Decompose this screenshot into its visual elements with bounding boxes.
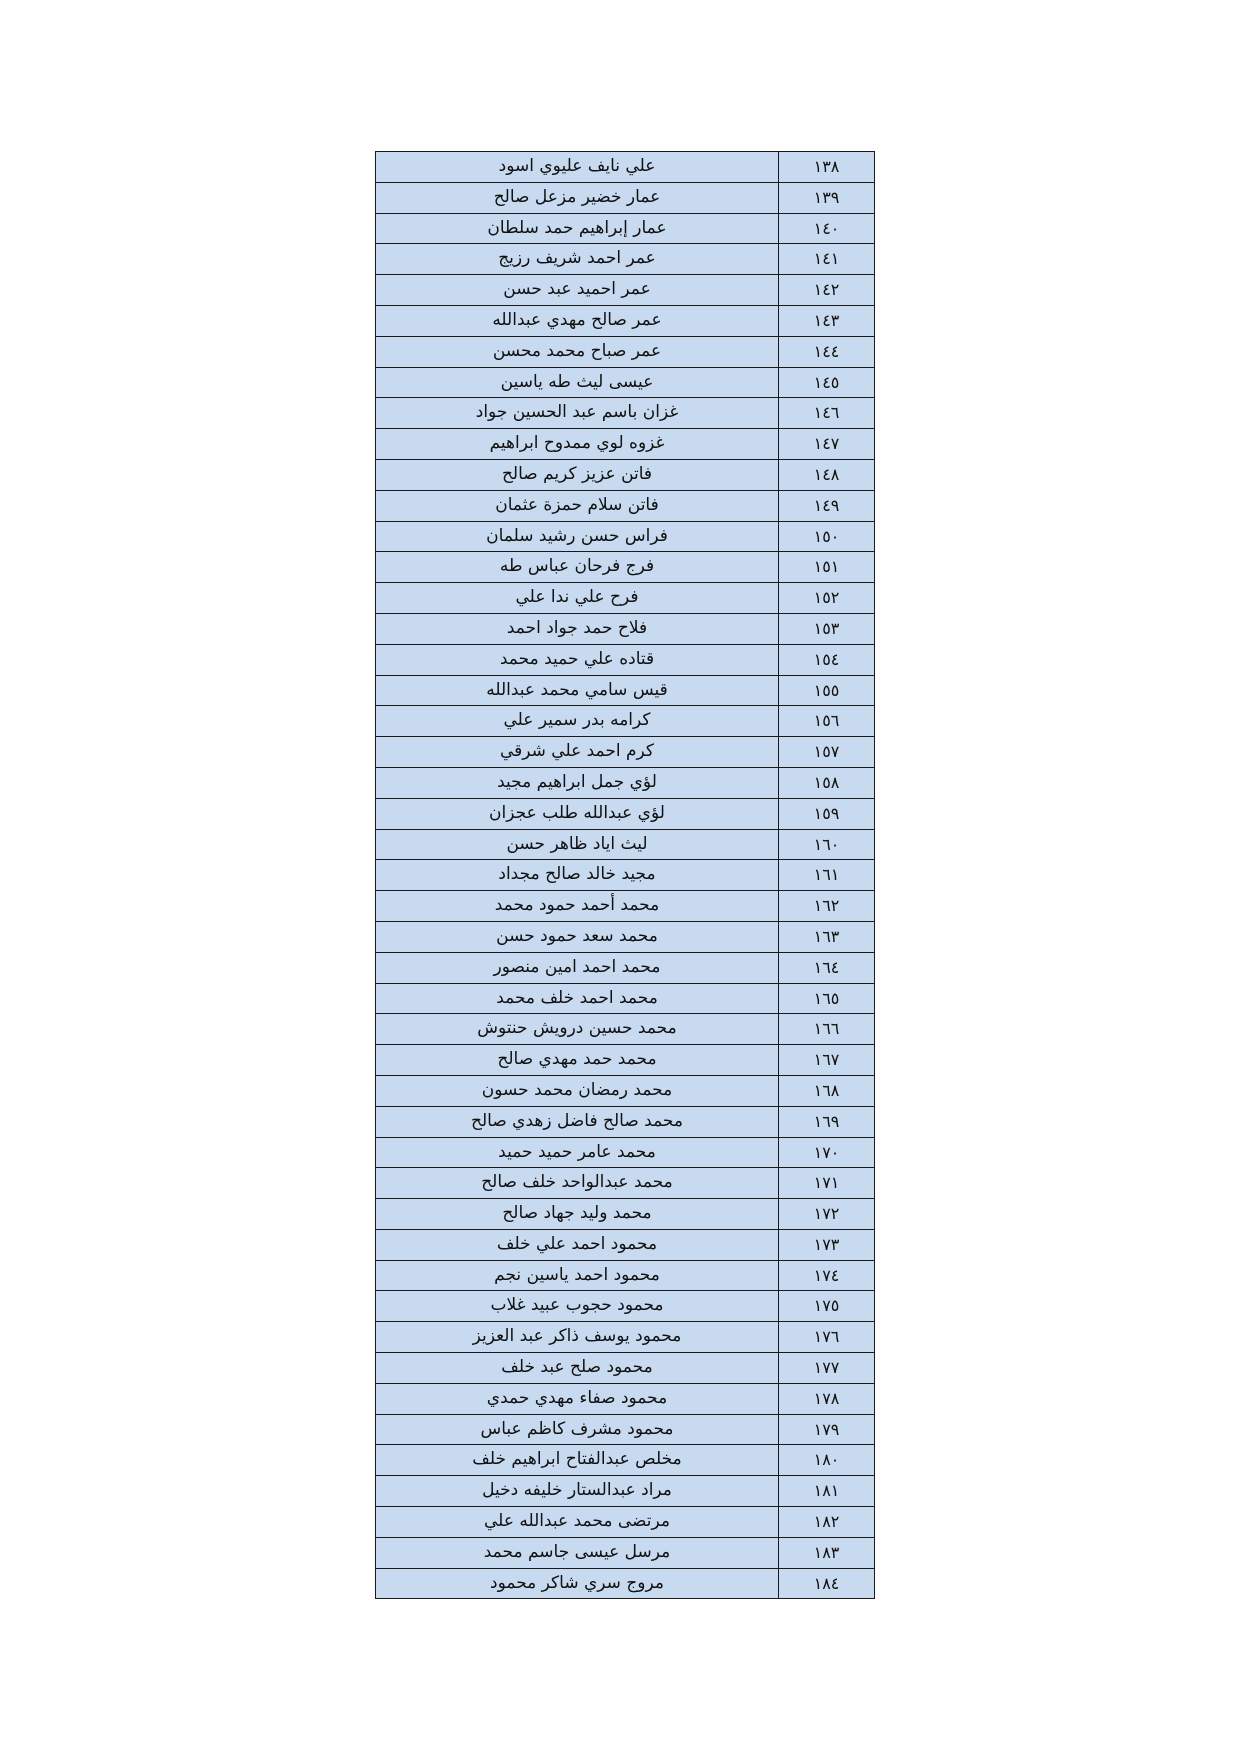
table-row — [376, 767, 875, 798]
name-cell: فراس حسن رشيد سلمان — [376, 521, 779, 552]
name-cell: محمد احمد خلف محمد — [376, 983, 779, 1014]
names-table-body — [376, 152, 875, 1599]
row-number-cell: ١٦٤ — [779, 952, 875, 983]
row-number-cell: ١٥٠ — [779, 521, 875, 552]
name-cell: محمود صفاء مهدي حمدي — [376, 1383, 779, 1414]
row-number-cell: ١٧٢ — [779, 1199, 875, 1230]
row-number-cell: ١٧٦ — [779, 1322, 875, 1353]
table-row — [376, 952, 875, 983]
table-row — [376, 1414, 875, 1445]
name-cell: مروج سري شاكر محمود — [376, 1568, 779, 1599]
table-row — [376, 182, 875, 213]
table-row — [376, 644, 875, 675]
table-row — [376, 367, 875, 398]
table-row — [376, 1229, 875, 1260]
name-cell: محمود حجوب عبيد غلاب — [376, 1291, 779, 1322]
row-number-cell: ١٦٧ — [779, 1045, 875, 1076]
row-number-cell: ١٥٦ — [779, 706, 875, 737]
table-row — [376, 1168, 875, 1199]
row-number-cell: ١٧٥ — [779, 1291, 875, 1322]
name-cell: كرم احمد علي شرقي — [376, 737, 779, 768]
table-row — [376, 675, 875, 706]
row-number-cell: ١٤٣ — [779, 305, 875, 336]
table-row — [376, 983, 875, 1014]
name-cell: محمود احمد علي خلف — [376, 1229, 779, 1260]
row-number-cell: ١٦٠ — [779, 829, 875, 860]
row-number-cell: ١٣٨ — [779, 152, 875, 183]
row-number-cell: ١٥٢ — [779, 583, 875, 614]
name-cell: علي نايف عليوي اسود — [376, 152, 779, 183]
table-row — [376, 552, 875, 583]
name-cell: فاتن عزيز كريم صالح — [376, 459, 779, 490]
table-row — [376, 336, 875, 367]
name-cell: محمود صلح عبد خلف — [376, 1353, 779, 1384]
row-number-cell: ١٤٥ — [779, 367, 875, 398]
table-row — [376, 860, 875, 891]
name-cell: مراد عبدالستار خليفه دخيل — [376, 1476, 779, 1507]
name-cell: عمر صالح مهدي عبدالله — [376, 305, 779, 336]
table-row — [376, 891, 875, 922]
name-cell: فرح علي ندا علي — [376, 583, 779, 614]
row-number-cell: ١٥١ — [779, 552, 875, 583]
table-row — [376, 1106, 875, 1137]
table-row — [376, 490, 875, 521]
row-number-cell: ١٥٥ — [779, 675, 875, 706]
row-number-cell: ١٦٢ — [779, 891, 875, 922]
name-cell: لؤي عبدالله طلب عجزان — [376, 798, 779, 829]
row-number-cell: ١٨٠ — [779, 1445, 875, 1476]
row-number-cell: ١٦٩ — [779, 1106, 875, 1137]
table-row — [376, 244, 875, 275]
name-cell: قيس سامي محمد عبدالله — [376, 675, 779, 706]
table-row — [376, 1476, 875, 1507]
row-number-cell: ١٦٦ — [779, 1014, 875, 1045]
row-number-cell: ١٥٨ — [779, 767, 875, 798]
name-cell: محمود يوسف ذاكر عبد العزيز — [376, 1322, 779, 1353]
name-cell: محمد عبدالواحد خلف صالح — [376, 1168, 779, 1199]
row-number-cell: ١٧٨ — [779, 1383, 875, 1414]
table-row — [376, 1383, 875, 1414]
row-number-cell: ١٨٣ — [779, 1537, 875, 1568]
table-row — [376, 275, 875, 306]
name-cell: كرامه بدر سمير علي — [376, 706, 779, 737]
row-number-cell: ١٧٣ — [779, 1229, 875, 1260]
name-cell: عيسى ليث طه ياسين — [376, 367, 779, 398]
row-number-cell: ١٦٨ — [779, 1075, 875, 1106]
name-cell: عمر احمد شريف رزيج — [376, 244, 779, 275]
table-row — [376, 1014, 875, 1045]
table-row — [376, 1507, 875, 1538]
table-row — [376, 1322, 875, 1353]
table-row — [376, 213, 875, 244]
table-row — [376, 152, 875, 183]
row-number-cell: ١٨١ — [779, 1476, 875, 1507]
row-number-cell: ١٧٧ — [779, 1353, 875, 1384]
name-cell: غزان باسم عبد الحسين جواد — [376, 398, 779, 429]
name-cell: عمر احميد عبد حسن — [376, 275, 779, 306]
row-number-cell: ١٦٣ — [779, 921, 875, 952]
row-number-cell: ١٤٧ — [779, 429, 875, 460]
row-number-cell: ١٤٠ — [779, 213, 875, 244]
table-row — [376, 1075, 875, 1106]
name-cell: محمد حمد مهدي صالح — [376, 1045, 779, 1076]
name-cell: غزوه لوي ممدوح ابراهيم — [376, 429, 779, 460]
table-row — [376, 1199, 875, 1230]
table-row — [376, 459, 875, 490]
row-number-cell: ١٤٩ — [779, 490, 875, 521]
table-row — [376, 583, 875, 614]
table-row — [376, 1353, 875, 1384]
table-row — [376, 798, 875, 829]
name-cell: فلاح حمد جواد احمد — [376, 613, 779, 644]
table-row — [376, 706, 875, 737]
table-row — [376, 1445, 875, 1476]
name-cell: محمود احمد ياسين نجم — [376, 1260, 779, 1291]
table-row — [376, 829, 875, 860]
name-cell: عمار إبراهيم حمد سلطان — [376, 213, 779, 244]
row-number-cell: ١٥٣ — [779, 613, 875, 644]
row-number-cell: ١٥٩ — [779, 798, 875, 829]
name-cell: محمد رمضان محمد حسون — [376, 1075, 779, 1106]
name-cell: مخلص عبدالفتاح ابراهيم خلف — [376, 1445, 779, 1476]
row-number-cell: ١٥٤ — [779, 644, 875, 675]
table-row — [376, 1291, 875, 1322]
name-cell: لؤي جمل ابراهيم مجيد — [376, 767, 779, 798]
table-row — [376, 1137, 875, 1168]
row-number-cell: ١٤٨ — [779, 459, 875, 490]
name-cell: عمر صباح محمد محسن — [376, 336, 779, 367]
row-number-cell: ١٣٩ — [779, 182, 875, 213]
row-number-cell: ١٨٢ — [779, 1507, 875, 1538]
row-number-cell: ١٤٢ — [779, 275, 875, 306]
name-cell: مرسل عيسى جاسم محمد — [376, 1537, 779, 1568]
table-row — [376, 921, 875, 952]
name-cell: قتاده علي حميد محمد — [376, 644, 779, 675]
table-row — [376, 1045, 875, 1076]
table-row — [376, 1260, 875, 1291]
table-row — [376, 429, 875, 460]
name-cell: محمد عامر حميد حميد — [376, 1137, 779, 1168]
table-row — [376, 1568, 875, 1599]
name-cell: محمد احمد امين منصور — [376, 952, 779, 983]
row-number-cell: ١٦٥ — [779, 983, 875, 1014]
name-cell: عمار خضير مزعل صالح — [376, 182, 779, 213]
row-number-cell: ١٤٦ — [779, 398, 875, 429]
name-cell: محمد سعد حمود حسن — [376, 921, 779, 952]
name-cell: محمد صالح فاضل زهدي صالح — [376, 1106, 779, 1137]
table-row — [376, 398, 875, 429]
name-cell: مجيد خالد صالح مجداد — [376, 860, 779, 891]
row-number-cell: ١٥٧ — [779, 737, 875, 768]
name-cell: فرج فرحان عباس طه — [376, 552, 779, 583]
names-table — [375, 151, 875, 1599]
row-number-cell: ١٤٤ — [779, 336, 875, 367]
name-cell: محمد حسين درويش حنتوش — [376, 1014, 779, 1045]
row-number-cell: ١٦١ — [779, 860, 875, 891]
name-cell: محمود مشرف كاظم عباس — [376, 1414, 779, 1445]
name-cell: فاتن سلام حمزة عثمان — [376, 490, 779, 521]
row-number-cell: ١٧١ — [779, 1168, 875, 1199]
table-row — [376, 613, 875, 644]
name-cell: مرتضى محمد عبدالله علي — [376, 1507, 779, 1538]
table-row — [376, 737, 875, 768]
table-row — [376, 305, 875, 336]
row-number-cell: ١٧٠ — [779, 1137, 875, 1168]
table-row — [376, 521, 875, 552]
name-cell: محمد وليد جهاد صالح — [376, 1199, 779, 1230]
name-cell: ليث اياد ظاهر حسن — [376, 829, 779, 860]
table-row — [376, 1537, 875, 1568]
row-number-cell: ١٧٤ — [779, 1260, 875, 1291]
row-number-cell: ١٤١ — [779, 244, 875, 275]
row-number-cell: ١٨٤ — [779, 1568, 875, 1599]
row-number-cell: ١٧٩ — [779, 1414, 875, 1445]
name-cell: محمد أحمد حمود محمد — [376, 891, 779, 922]
